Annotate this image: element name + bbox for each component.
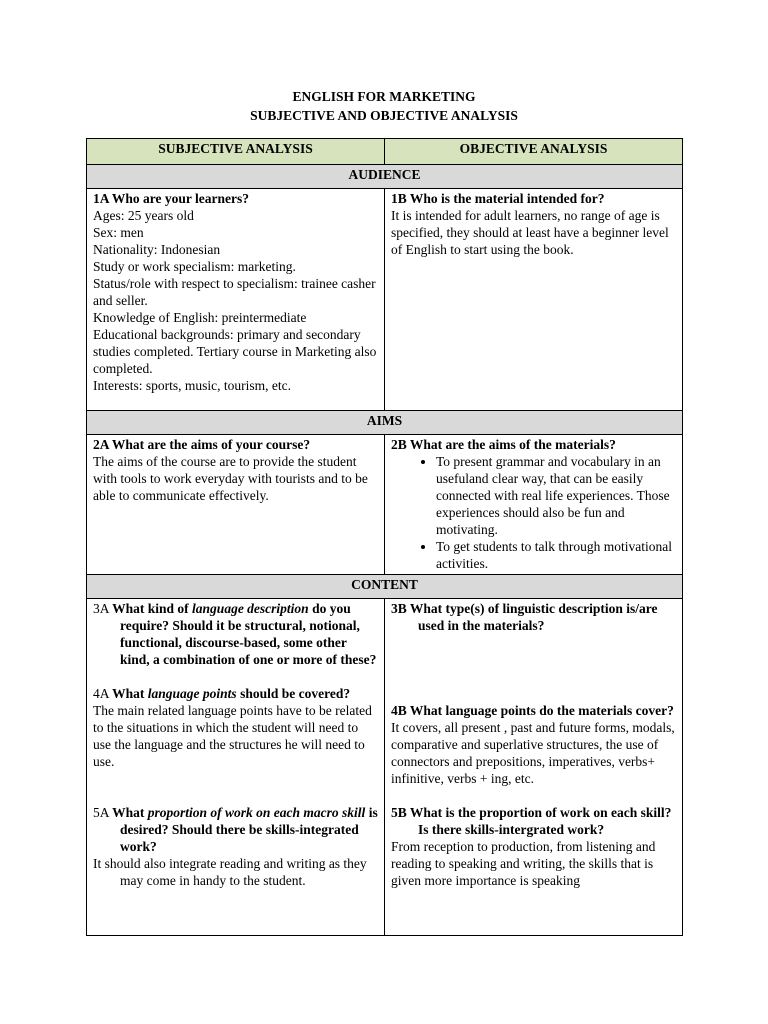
section-heading-audience: AUDIENCE xyxy=(87,165,683,189)
spacer xyxy=(391,685,676,702)
question-text: What xyxy=(112,686,145,701)
question-number: 5A xyxy=(93,805,109,820)
header-row xyxy=(87,139,683,165)
question-text: What xyxy=(112,805,145,820)
list-item: • To get students to talk through motivational activities. xyxy=(436,538,676,572)
column-header-objective: OBJECTIVE ANALYSIS xyxy=(385,139,683,165)
question-5a xyxy=(93,804,378,855)
spacer xyxy=(391,651,676,668)
section-heading-aims: AIMS xyxy=(87,411,683,435)
question-3b: 3B What type(s) of linguistic description is/are used in the materials? xyxy=(391,601,658,633)
spacer xyxy=(391,668,676,685)
spacer xyxy=(391,787,676,804)
document-title-block xyxy=(0,87,768,125)
cell-1b xyxy=(385,189,683,411)
section-heading-content: CONTENT xyxy=(87,575,683,599)
answer-5a: It should also integrate reading and writing as they may come in handy to the student. xyxy=(93,856,367,888)
document-subtitle: SUBJECTIVE AND OBJECTIVE ANALYSIS xyxy=(250,108,518,123)
cell-2b xyxy=(385,435,683,575)
question-1b: 1B Who is the material intended for? xyxy=(391,191,605,206)
analysis-table xyxy=(86,138,683,936)
question-number: 3A xyxy=(93,601,109,616)
question-4a xyxy=(93,685,378,702)
answer-2a: The aims of the course are to provide the student with tools to work everyday with tourists and to be able to communicate effectively. xyxy=(93,454,368,503)
spacer xyxy=(93,668,378,685)
list-item: • To present grammar and vocabulary in an usefuland clear way, that can be easily connected with real life experiences. Those experiences should also be fun and motivating. xyxy=(436,453,676,538)
cell-content-right xyxy=(385,599,683,936)
learner-detail: Status/role with respect to specialism: trainee casher and seller. xyxy=(93,276,376,308)
question-text: should be covered? xyxy=(240,686,351,701)
cell-content-left xyxy=(87,599,385,936)
question-emphasis: language points xyxy=(147,686,237,701)
spacer xyxy=(93,787,378,804)
question-5b: 5B What is the proportion of work on each skill? Is there skills-intergrated work? xyxy=(391,805,672,837)
answer-4b: It covers, all present , past and future forms, modals, comparative and superlative structures, the use of connectors and prepositions, imperatives, verbs+ infinitive, verbs + ing, etc. xyxy=(391,720,675,786)
answer-5b: From reception to production, from listening and reading to speaking and writing, the skills that is given more importance is speaking xyxy=(391,839,656,888)
section-row-aims xyxy=(87,411,683,435)
learner-detail: Knowledge of English: preintermediate xyxy=(93,310,307,325)
aims-bullet-list xyxy=(391,453,676,572)
question-4b: 4B What language points do the materials cover? xyxy=(391,703,674,718)
question-2b: 2B What are the aims of the materials? xyxy=(391,437,616,452)
table-row-aims xyxy=(87,435,683,575)
column-header-subjective: SUBJECTIVE ANALYSIS xyxy=(87,139,385,165)
question-text: What kind of xyxy=(112,601,189,616)
question-2a: 2A What are the aims of your course? xyxy=(93,437,311,452)
learner-details xyxy=(93,207,378,394)
question-emphasis: language description xyxy=(192,601,309,616)
answer-4a: The main related language points have to be related to the situations in which the student will need to use the language and the structures he will need to use. xyxy=(93,703,372,769)
question-3a xyxy=(93,600,378,668)
section-row-content xyxy=(87,575,683,599)
table-row-audience xyxy=(87,189,683,411)
document-title: ENGLISH FOR MARKETING xyxy=(292,89,476,104)
learner-detail: Educational backgrounds: primary and secondary studies completed. Tertiary course in Marketing also completed. xyxy=(93,327,377,376)
learner-detail: Nationality: Indonesian xyxy=(93,242,221,257)
section-row-audience xyxy=(87,165,683,189)
question-emphasis: proportion of work on each macro skill xyxy=(147,805,366,820)
learner-detail: Ages: 25 years old xyxy=(93,208,194,223)
spacer xyxy=(93,770,378,787)
question-text: do you require? Should it be structural, notional, functional, discourse-based, some other kind, a combination of one or more of these? xyxy=(120,601,377,667)
question-1a: 1A Who are your learners? xyxy=(93,191,249,206)
question-number: 4A xyxy=(93,686,109,701)
spacer xyxy=(391,634,676,651)
cell-1a xyxy=(87,189,385,411)
learner-detail: Sex: men xyxy=(93,225,144,240)
cell-2a xyxy=(87,435,385,575)
learner-detail: Interests: sports, music, tourism, etc. xyxy=(93,378,291,393)
table-row-content xyxy=(87,599,683,936)
learner-detail: Study or work specialism: marketing. xyxy=(93,259,296,274)
answer-1b: It is intended for adult learners, no range of age is specified, they should at least have a beginner level of English to start using the book. xyxy=(391,208,669,257)
question-text: is desired? Should there be skills-integrated work? xyxy=(120,805,378,854)
